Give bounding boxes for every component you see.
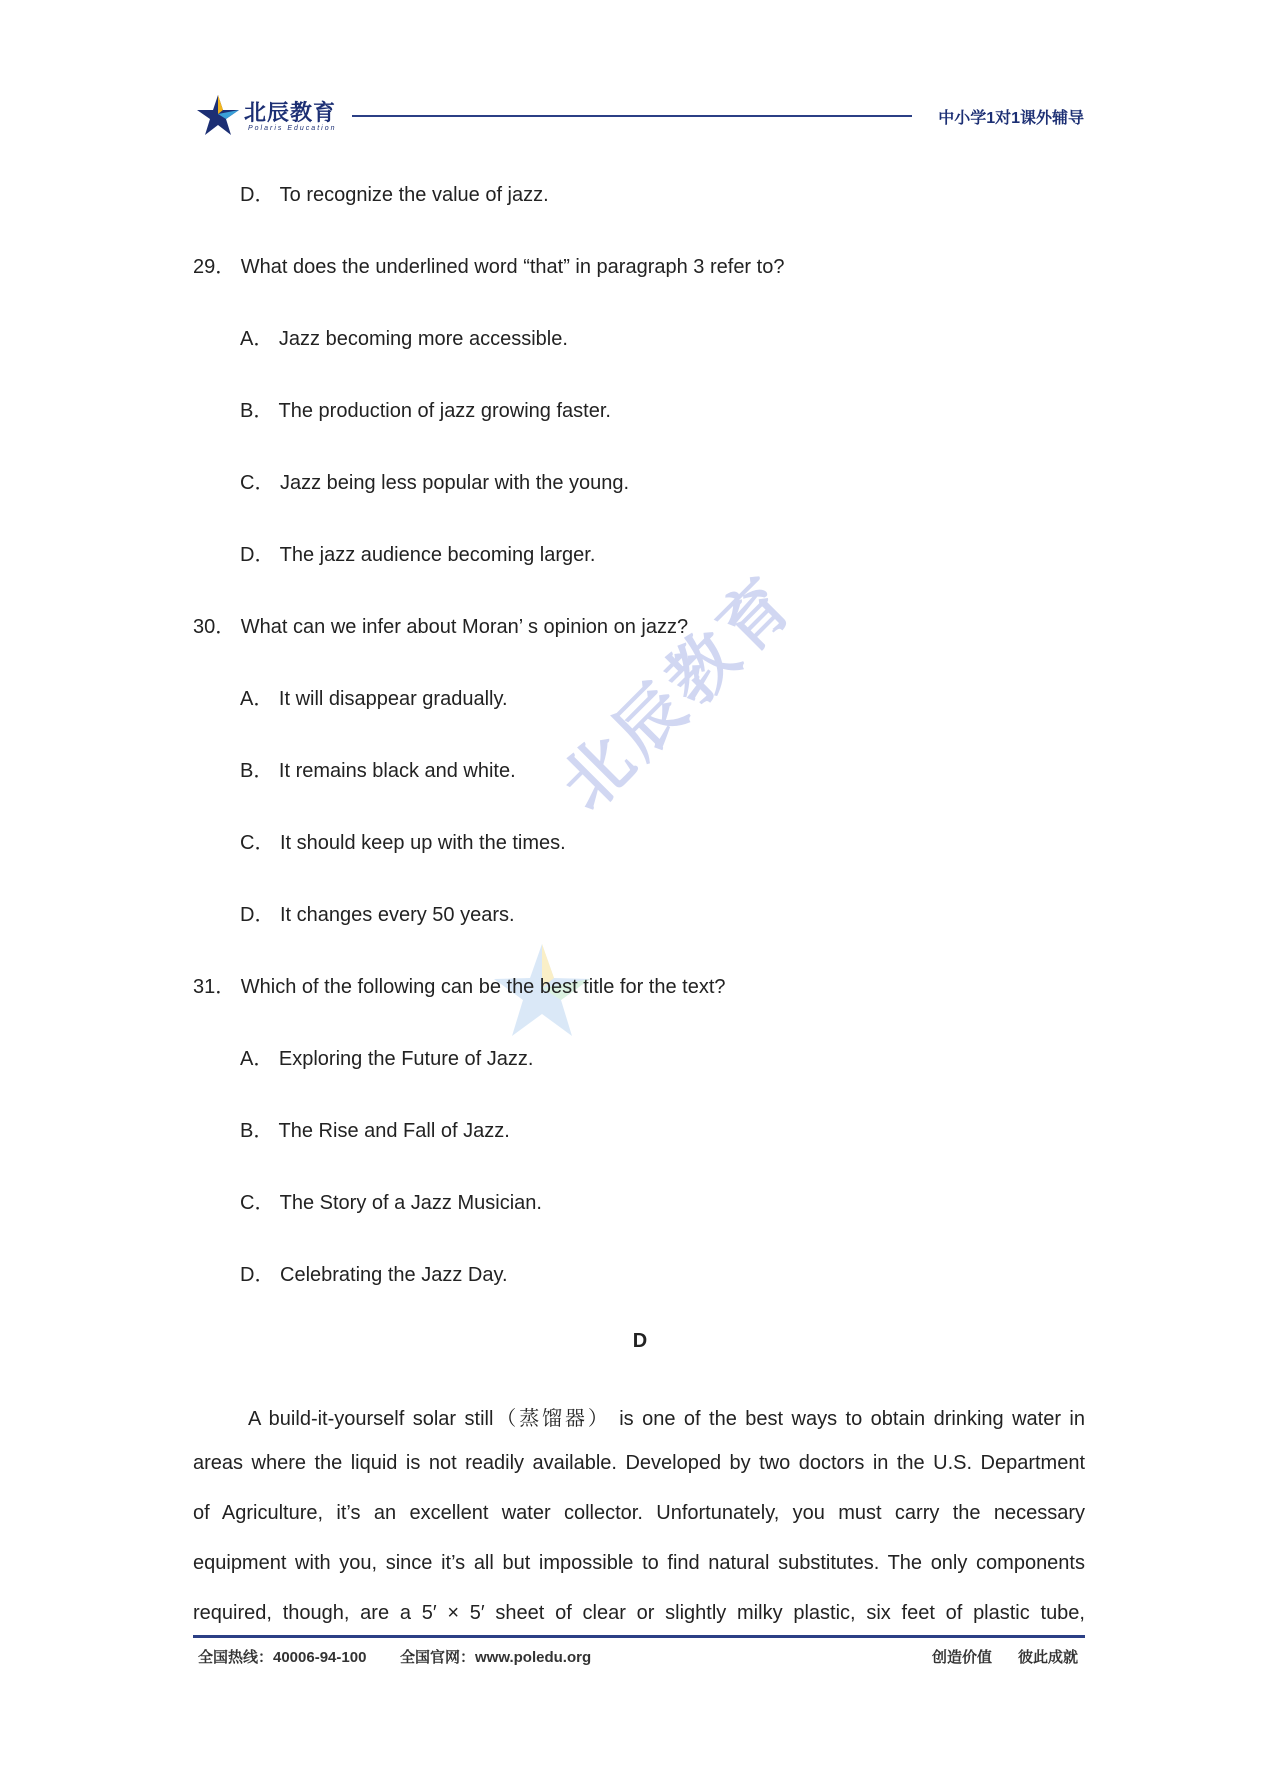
footer-website: 全国官网：www.poledu.org <box>400 1649 592 1666</box>
option-31-d: D． Celebrating the Jazz Day. <box>240 1264 508 1286</box>
option-29-d: D． The jazz audience becoming larger. <box>240 544 596 566</box>
paragraph-line: of Agriculture, it’s an excellent water collector. Unfortunately, you must carry the necessary <box>193 1502 1085 1524</box>
polaris-star-logo-icon <box>196 94 240 136</box>
option-30-d: D． It changes every 50 years. <box>240 904 515 926</box>
brand-subtitle: Polaris Education <box>248 125 337 132</box>
question-29: 29． What does the underlined word “that” in paragraph 3 refer to? <box>193 256 785 278</box>
paragraph-line: equipment with you, since it’s all but impossible to find natural substitutes. The only components <box>193 1552 1085 1574</box>
footer-slogan-1: 创造价值 <box>932 1649 993 1666</box>
page-header <box>196 92 1084 142</box>
option-29-a: A． Jazz becoming more accessible. <box>240 328 568 350</box>
option-30-b: B． It remains black and white. <box>240 760 516 782</box>
brand-name: 北辰教育 <box>244 100 337 125</box>
question-31: 31． Which of the following can be the best title for the text? <box>193 976 726 998</box>
watermark-text: 北辰教育 <box>547 561 811 825</box>
footer-slogan-2: 彼此成就 <box>1018 1649 1079 1666</box>
paragraph-line: A build-it-yourself solar still（蒸馏器） is one of the best ways to obtain drinking water in <box>248 1408 1085 1430</box>
paragraph-line: areas where the liquid is not readily available. Developed by two doctors in the U.S. Department <box>193 1452 1085 1474</box>
option-29-c: C． Jazz being less popular with the young. <box>240 472 630 494</box>
footer-rule <box>193 1635 1085 1638</box>
option-31-c: C． The Story of a Jazz Musician. <box>240 1192 542 1214</box>
header-rule <box>352 115 912 117</box>
paragraph-line: required, though, are a 5′ × 5′ sheet of clear or slightly milky plastic, six feet of plastic tube, <box>193 1602 1085 1624</box>
option-30-a: A． It will disappear gradually. <box>240 688 508 710</box>
option-30-c: C． It should keep up with the times. <box>240 832 566 854</box>
option-31-b: B． The Rise and Fall of Jazz. <box>240 1120 510 1142</box>
question-30: 30． What can we infer about Moran’ s opinion on jazz? <box>193 616 689 638</box>
option-28-d: D． To recognize the value of jazz. <box>240 184 549 206</box>
footer-hotline: 全国热线：40006-94-100 <box>198 1649 367 1666</box>
option-29-b: B． The production of jazz growing faster. <box>240 400 611 422</box>
option-31-a: A． Exploring the Future of Jazz. <box>240 1048 534 1070</box>
header-tagline: 中小学1对1课外辅导 <box>938 110 1084 127</box>
section-heading: D <box>632 1330 648 1352</box>
